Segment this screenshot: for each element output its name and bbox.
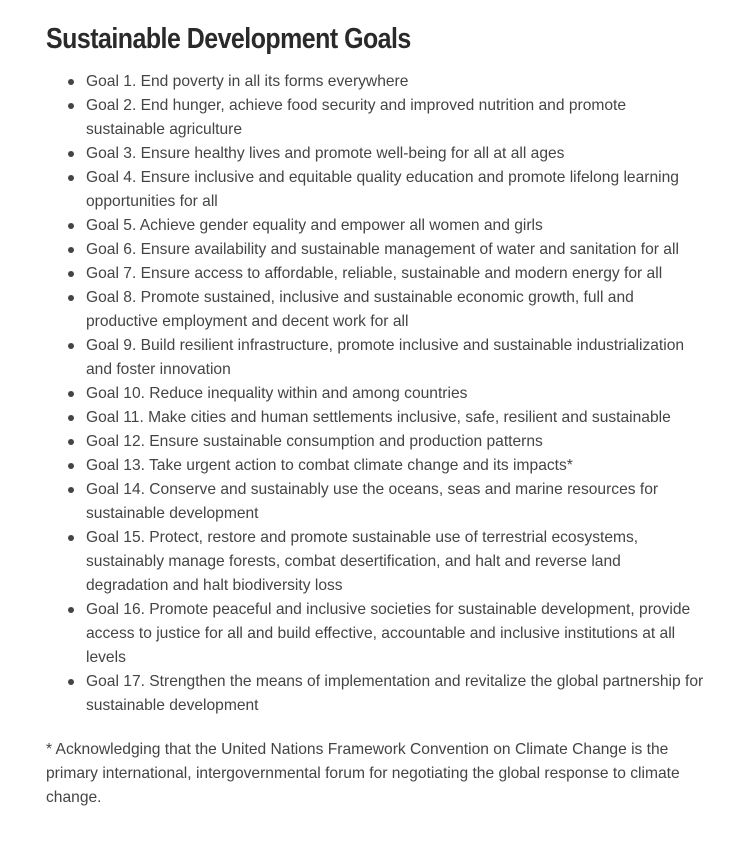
list-item — [46, 262, 706, 286]
goal-text: Goal 2. End hunger, achieve food security and improved nutrition and promote sustainable agriculture — [86, 97, 627, 138]
goal-text: Goal 14. Conserve and sustainably use the oceans, seas and marine resources for sustainable development — [86, 481, 659, 522]
list-item — [46, 214, 706, 238]
goal-text: Goal 6. Ensure availability and sustainable management of water and sanitation for all — [86, 241, 679, 258]
goal-text: Goal 1. End poverty in all its forms everywhere — [86, 73, 409, 90]
list-item — [46, 454, 706, 478]
list-item — [46, 598, 706, 670]
goal-text: Goal 11. Make cities and human settlements inclusive, safe, resilient and sustainable — [86, 409, 671, 426]
goal-text: Goal 7. Ensure access to affordable, reliable, sustainable and modern energy for all — [86, 265, 663, 282]
list-item — [46, 166, 706, 214]
bullet-icon — [68, 223, 74, 229]
bullet-icon — [68, 415, 74, 421]
bullet-icon — [68, 343, 74, 349]
list-item — [46, 94, 706, 142]
page-content — [46, 20, 706, 810]
list-item — [46, 526, 706, 598]
list-item — [46, 334, 706, 382]
bullet-icon — [68, 103, 74, 109]
list-item — [46, 286, 706, 334]
goal-text: Goal 13. Take urgent action to combat climate change and its impacts* — [86, 457, 573, 474]
bullet-icon — [68, 247, 74, 253]
list-item — [46, 430, 706, 454]
bullet-icon — [68, 175, 74, 181]
goal-text: Goal 16. Promote peaceful and inclusive societies for sustainable development, provide access to justice for all and build effective, accountable and inclusive institutions at all levels — [86, 601, 691, 666]
page-title: Sustainable Development Goals — [46, 23, 411, 55]
goal-text: Goal 15. Protect, restore and promote sustainable use of terrestrial ecosystems, sustainably manage forests, combat desertification, and halt and reverse land degradation and halt biodiversity loss — [86, 529, 639, 594]
list-item — [46, 406, 706, 430]
goal-text: Goal 3. Ensure healthy lives and promote well-being for all at all ages — [86, 145, 565, 162]
bullet-icon — [68, 151, 74, 157]
goal-text: Goal 8. Promote sustained, inclusive and sustainable economic growth, full and productive employment and decent work for all — [86, 289, 634, 330]
bullet-icon — [68, 271, 74, 277]
footnote: * Acknowledging that the United Nations Framework Convention on Climate Change is the primary international, intergovernmental forum for negotiating the global response to climate change. — [46, 741, 680, 806]
bullet-icon — [68, 679, 74, 685]
bullet-icon — [68, 79, 74, 85]
list-item — [46, 670, 706, 718]
list-item — [46, 142, 706, 166]
goals-list — [46, 70, 706, 718]
bullet-icon — [68, 295, 74, 301]
goal-text: Goal 5. Achieve gender equality and empower all women and girls — [86, 217, 543, 234]
goal-text: Goal 4. Ensure inclusive and equitable quality education and promote lifelong learning opportunities for all — [86, 169, 679, 210]
list-item — [46, 382, 706, 406]
goal-text: Goal 10. Reduce inequality within and among countries — [86, 385, 468, 402]
bullet-icon — [68, 607, 74, 613]
list-item — [46, 238, 706, 262]
bullet-icon — [68, 391, 74, 397]
bullet-icon — [68, 487, 74, 493]
goal-text: Goal 9. Build resilient infrastructure, promote inclusive and sustainable industrialization and foster innovation — [86, 337, 685, 378]
bullet-icon — [68, 535, 74, 541]
goal-text: Goal 17. Strengthen the means of implementation and revitalize the global partnership for sustainable development — [86, 673, 704, 714]
list-item — [46, 70, 706, 94]
bullet-icon — [68, 463, 74, 469]
goal-text: Goal 12. Ensure sustainable consumption and production patterns — [86, 433, 543, 450]
bullet-icon — [68, 439, 74, 445]
list-item — [46, 478, 706, 526]
